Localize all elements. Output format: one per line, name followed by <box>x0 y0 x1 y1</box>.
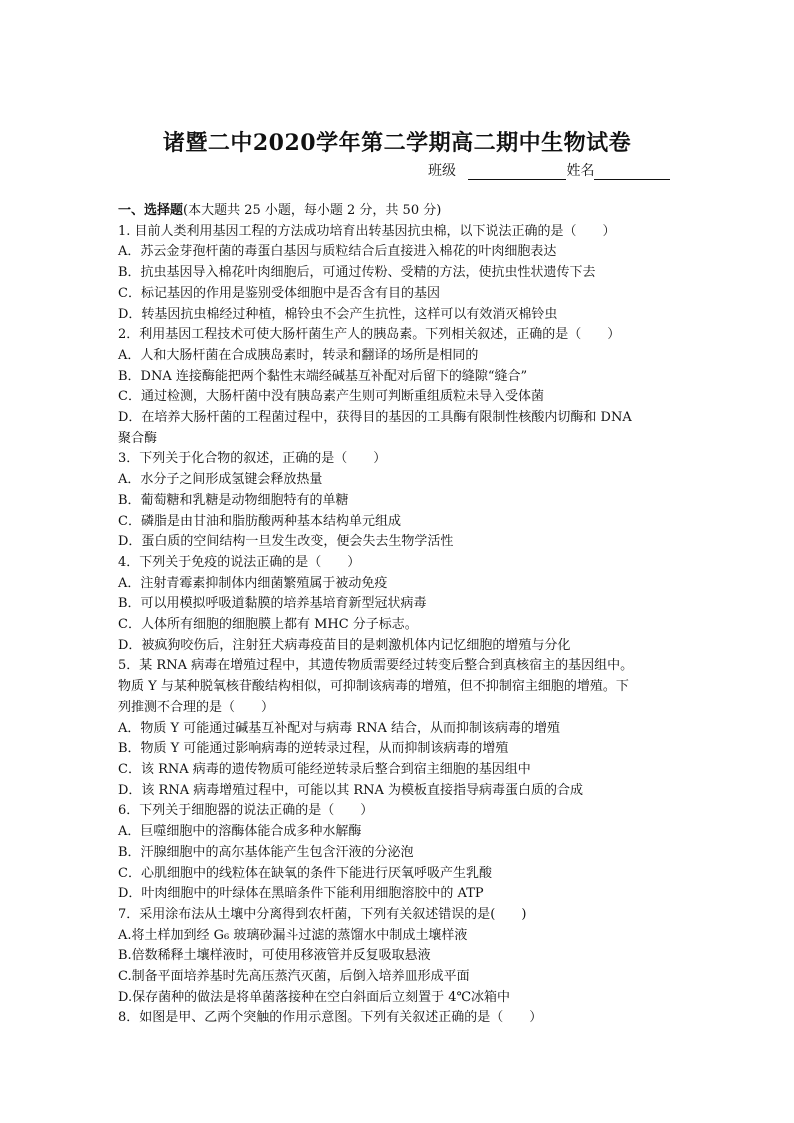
text-line: B．汗腺细胞中的高尔基体能产生包含汗液的分泌泡 <box>118 844 414 860</box>
text-line: B.倍数稀释土壤样液时，可使用移液管并反复吸取悬液 <box>118 948 431 964</box>
text-line: A．巨噬细胞中的溶酶体能合成多种水解酶 <box>118 824 362 840</box>
text-line: D．蛋白质的空间结构一旦发生改变，便会失去生物学活性 <box>118 534 454 550</box>
text-line: D．该 RNA 病毒增殖过程中，可能以其 RNA 为模板直接指导病毒蛋白质的合成 <box>118 782 584 798</box>
text-line: C．该 RNA 病毒的遗传物质可能经逆转录后整合到宿主细胞的基因组中 <box>118 761 531 777</box>
name-label: 姓名 <box>566 163 595 179</box>
student-info-line <box>428 160 670 180</box>
text-line: B．葡萄糖和乳糖是动物细胞特有的单糖 <box>118 492 349 508</box>
text-line: A．物质 Y 可能通过碱基互补配对与病毒 RNA 结合，从而抑制该病毒的增殖 <box>118 720 561 736</box>
text-line: 物质 Y 与某种脱氧核苷酸结构相似，可抑制该病毒的增殖，但不抑制宿主细胞的增殖。下 <box>118 679 629 695</box>
text-line: B．可以用模拟呼吸道黏膜的培养基培育新型冠状病毒 <box>118 596 427 612</box>
text-line: A．苏云金芽孢杆菌的毒蛋白基因与质粒结合后直接进入棉花的叶肉细胞表达 <box>118 244 557 260</box>
text-line: 6．下列关于细胞器的说法正确的是（ ） <box>118 803 374 819</box>
text-line: 聚合酶 <box>118 430 158 446</box>
text-line: C．人体所有细胞的细胞膜上都有 MHC 分子标志。 <box>118 617 418 633</box>
text-line: D．转基因抗虫棉经过种植，棉铃虫不会产生抗性，这样可以有效消灭棉铃虫 <box>118 306 558 322</box>
question-body <box>118 201 678 1029</box>
text-line: C．心肌细胞中的线粒体在缺氧的条件下能进行厌氧呼吸产生乳酸 <box>118 865 492 881</box>
text-line: D．在培养大肠杆菌的工程菌过程中，获得目的基因的工具酶有限制性核酸内切酶和 DNA <box>118 410 632 426</box>
text-line: 8．如图是甲、乙两个突触的作用示意图。下列有关叙述正确的是（ ） <box>118 1010 543 1026</box>
text-line: 1. 目前人类利用基因工程的方法成功培育出转基因抗虫棉，以下说法正确的是（ ） <box>118 223 616 239</box>
text-line: C．标记基因的作用是鉴别受体细胞中是否含有目的基因 <box>118 285 440 301</box>
text-line: 4．下列关于免疫的说法正确的是（ ） <box>118 554 361 570</box>
class-blank[interactable] <box>468 165 566 180</box>
text-line: B．物质 Y 可能通过影响病毒的逆转录过程，从而抑制该病毒的增殖 <box>118 741 509 757</box>
question-lines <box>118 222 678 1029</box>
text-line: D．被疯狗咬伤后，注射狂犬病毒疫苗目的是刺激机体内记忆细胞的增殖与分化 <box>118 637 571 653</box>
class-label: 班级 <box>428 163 456 179</box>
section-heading: 一、选择题 <box>118 203 184 218</box>
text-line: 3．下列关于化合物的叙述，正确的是（ ） <box>118 451 387 467</box>
text-line: A.将土样加到经 G₆ 玻璃砂漏斗过滤的蒸馏水中制成土壤样液 <box>118 927 468 943</box>
text-line: B．DNA 连接酶能把两个黏性末端经碱基互补配对后留下的缝隙“缝合” <box>118 368 528 384</box>
text-line: 列推测不合理的是（ ） <box>118 699 275 715</box>
text-line: D．叶肉细胞中的叶绿体在黑暗条件下能利用细胞溶胶中的 ATP <box>118 886 484 902</box>
text-line: C．通过检测，大肠杆菌中没有胰岛素产生则可判断重组质粒未导入受体菌 <box>118 389 544 405</box>
text-line: D.保存菌种的做法是将单菌落接种在空白斜面后立刻置于 4℃冰箱中 <box>118 989 511 1005</box>
text-line: A．注射青霉素抑制体内细菌繁殖属于被动免疫 <box>118 575 388 591</box>
text-line: B．抗虫基因导入棉花叶肉细胞后，可通过传粉、受精的方法，使抗虫性状遗传下去 <box>118 265 596 281</box>
text-line: C.制备平面培养基时先高压蒸汽灭菌，后倒入培养皿形成平面 <box>118 969 470 985</box>
section-header <box>118 201 678 222</box>
text-line: A．水分子之间形成氢键会释放热量 <box>118 472 323 488</box>
text-line: C．磷脂是由甘油和脂肪酸两种基本结构单元组成 <box>118 513 401 529</box>
name-blank[interactable] <box>594 165 670 180</box>
section-note: (本大题共 25 小题，每小题 2 分，共 50 分) <box>183 203 442 218</box>
text-line: 7．采用涂布法从土壤中分离得到农杆菌，下列有关叙述错误的是( ) <box>118 906 527 922</box>
text-line: A．人和大肠杆菌在合成胰岛素时，转录和翻译的场所是相同的 <box>118 347 479 363</box>
text-line: 5．某 RNA 病毒在增殖过程中，其遗传物质需要经过转变后整合到真核宿主的基因组中。 <box>118 658 634 674</box>
page-title: 诸暨二中2020学年第二学期高二期中生物试卷 <box>162 130 632 156</box>
text-line: 2．利用基因工程技术可使大肠杆菌生产人的胰岛素。下列相关叙述，正确的是（ ） <box>118 327 621 343</box>
